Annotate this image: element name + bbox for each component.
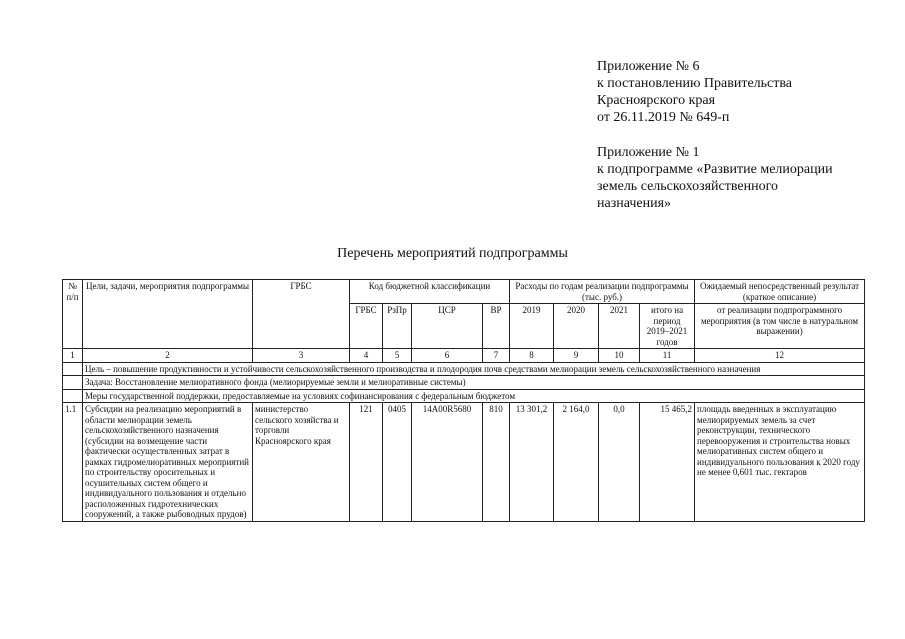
table-row <box>63 403 865 522</box>
header-sub-rzpr: РзПр <box>383 304 412 349</box>
column-number: 12 <box>695 349 865 363</box>
row-grbs: 121 <box>350 403 383 522</box>
row-result: площадь введенных в эксплуатацию мелиорируемых земель за счет реконструкции, технического перевооружения и строительства новых мелиоративных систем общего и индивидуального пользования к 2020 году не менее 0,601 тыс. гектаров <box>695 403 865 522</box>
column-number: 8 <box>510 349 554 363</box>
header-line: назначения» <box>597 196 672 211</box>
header-sub-2020: 2020 <box>554 304 599 349</box>
column-number-row <box>63 349 865 363</box>
empty-cell <box>63 362 83 376</box>
column-number: 3 <box>253 349 350 363</box>
header-sub-csr: ЦСР <box>412 304 483 349</box>
header-sub-2021: 2021 <box>599 304 640 349</box>
header-grbs: ГРБС <box>253 280 350 349</box>
header-block-subprogram <box>597 144 887 212</box>
row-csr: 14А00R5680 <box>412 403 483 522</box>
header-expenses: Расходы по годам реализации подпрограммы (тыс. руб.) <box>510 280 695 304</box>
row-vr: 810 <box>483 403 510 522</box>
goal-text: Цель – повышение продуктивности и устойчивости сельскохозяйственного производства и плодородия почв средствами мелиорации земель сельскохозяйственного назначения <box>83 362 865 376</box>
header-line: Красноярского края <box>597 93 716 108</box>
header-budget-code: Код бюджетной классификации <box>350 280 510 304</box>
header-line: Приложение № 1 <box>597 145 700 160</box>
header-sub-vr: ВР <box>483 304 510 349</box>
measures-row <box>63 389 865 403</box>
task-text: Задача: Восстановление мелиоративного фонда (мелиорируемые земли и мелиоративные системы) <box>83 376 865 390</box>
row-2021: 0,0 <box>599 403 640 522</box>
header-sub-grbs: ГРБС <box>350 304 383 349</box>
header-line: к постановлению Правительства <box>597 76 793 91</box>
column-number: 9 <box>554 349 599 363</box>
header-result-top: Ожидаемый непосредственный результат (краткое описание) <box>695 280 865 304</box>
column-number: 2 <box>83 349 253 363</box>
header-sub-2019: 2019 <box>510 304 554 349</box>
header-sub-total: итого на период 2019–2021 годов <box>640 304 695 349</box>
header-result-bottom: от реализации подпрограммного мероприятия (в том числе в натуральном выражении) <box>695 304 865 349</box>
header-num: № п/п <box>63 280 83 349</box>
row-2020: 2 164,0 <box>554 403 599 522</box>
document-title: Перечень мероприятий подпрограммы <box>337 246 568 261</box>
table-header-row-1 <box>63 280 865 304</box>
row-name: Субсидии на реализацию мероприятий в области мелиорации земель сельскохозяйственного назначения (субсидии на возмещение части фактически осуществленных затрат в рамках гидромелиоративных мероприятий по строительству оросительных и осушительных систем общего и индивидуального пользования и отдельно расположенных гидротехнических сооружений, а также рыбоводных прудов) <box>83 403 253 522</box>
row-grbs-name: министерство сельского хозяйства и торговли Красноярского края <box>253 403 350 522</box>
header-line: земель сельскохозяйственного <box>597 179 778 194</box>
task-row <box>63 376 865 390</box>
column-number: 5 <box>383 349 412 363</box>
header-line: к подпрограмме «Развитие мелиорации <box>597 162 833 177</box>
measures-table <box>62 279 865 522</box>
column-number: 6 <box>412 349 483 363</box>
column-number: 11 <box>640 349 695 363</box>
goal-row <box>63 362 865 376</box>
header-line: от 26.11.2019 № 649-п <box>597 110 730 125</box>
header-line: Приложение № 6 <box>597 59 700 74</box>
row-2019: 13 301,2 <box>510 403 554 522</box>
row-num: 1.1 <box>63 403 83 522</box>
row-total: 15 465,2 <box>640 403 695 522</box>
row-rzpr: 0405 <box>383 403 412 522</box>
header-goals: Цели, задачи, мероприятия подпрограммы <box>83 280 253 349</box>
column-number: 10 <box>599 349 640 363</box>
column-number: 7 <box>483 349 510 363</box>
column-number: 4 <box>350 349 383 363</box>
measures-text: Меры государственной поддержки, предоставляемые на условиях софинансирования с федеральным бюджетом <box>83 389 865 403</box>
empty-cell <box>63 389 83 403</box>
column-number: 1 <box>63 349 83 363</box>
header-block-resolution <box>597 58 887 126</box>
empty-cell <box>63 376 83 390</box>
